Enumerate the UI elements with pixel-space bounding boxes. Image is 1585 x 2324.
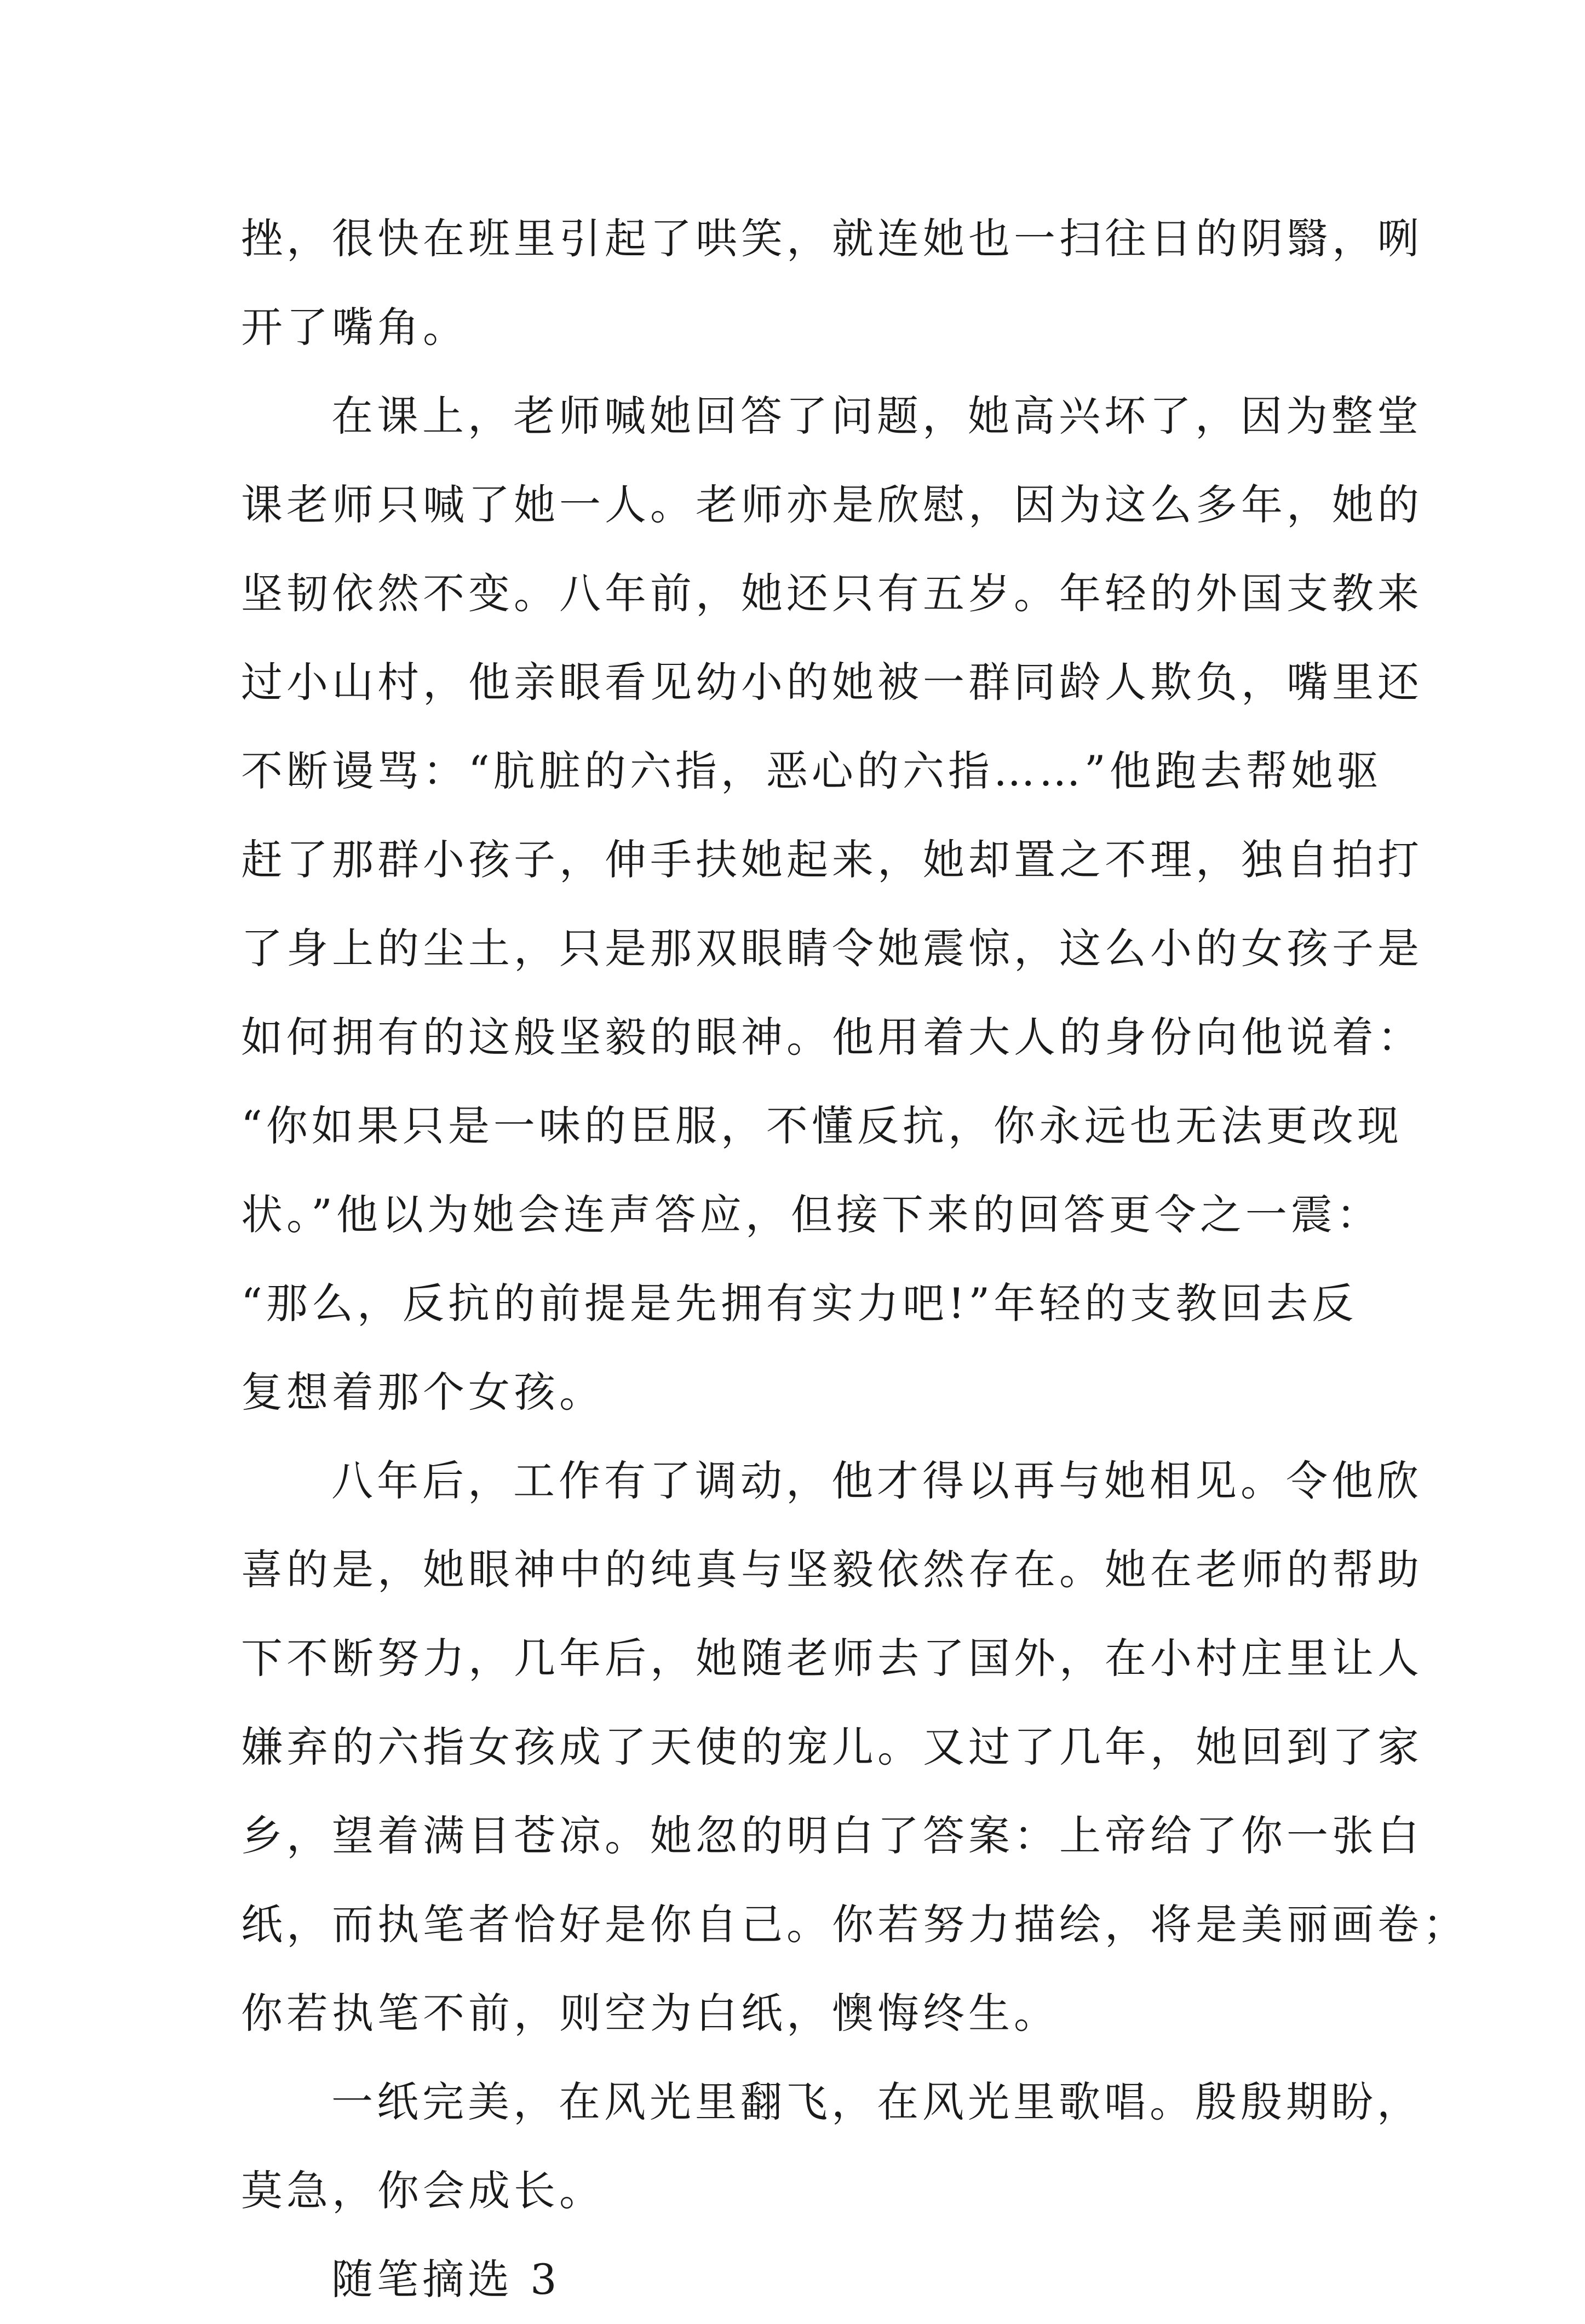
text-line: 纸，而执笔者恰好是你自己。你若努力描绘，将是美丽画卷；: [241, 1900, 1468, 1949]
paragraph-3: [241, 1437, 1468, 2058]
paragraph-1: [241, 194, 1423, 372]
text-line: “那么，反抗的前提是先拥有实力吧!”年轻的支教回去反: [241, 1279, 1358, 1328]
paragraph-4: [241, 2058, 1422, 2235]
text-line: 喜的是，她眼神中的纯真与坚毅依然存在。她在老师的帮助: [241, 1545, 1423, 1594]
text-line: 复想着那个女孩。: [241, 1368, 605, 1416]
text-line: 了身上的尘土，只是那双眼睛令她震惊，这么小的女孩子是: [241, 924, 1423, 973]
text-line: 开了嘴角。: [241, 303, 468, 352]
text-line: 过小山村，他亲眼看见幼小的她被一群同龄人欺负，嘴里还: [241, 658, 1423, 707]
text-line: 赶了那群小孩子，伸手扶她起来，她却置之不理，独自拍打: [241, 835, 1423, 884]
text-line: 八年后，工作有了调动，他才得以再与她相见。令他欣: [331, 1456, 1422, 1505]
text-line: 莫急，你会成长。: [241, 2166, 605, 2215]
text-line: 你若执笔不前，则空为白纸，懊悔终生。: [241, 1989, 1059, 2038]
text-line: 下不断努力，几年后，她随老师去了国外，在小村庄里让人: [241, 1634, 1423, 1683]
text-line: 坚韧依然不变。八年前，她还只有五岁。年轻的外国支教来: [241, 569, 1423, 618]
text-line: 在课上，老师喊她回答了问题，她高兴坏了，因为整堂: [331, 392, 1422, 440]
text-line: 一纸完美，在风光里翻飞，在风光里歌唱。殷殷期盼，: [331, 2078, 1422, 2126]
text-line: 乡，望着满目苍凉。她忽的明白了答案：上帝给了你一张白: [241, 1811, 1423, 1860]
section-heading: [241, 2235, 1358, 2324]
paragraph-2: [241, 372, 1423, 1437]
text-line: “你如果只是一味的臣服，不懂反抗，你永远也无法更改现: [241, 1101, 1403, 1150]
text-line: 如何拥有的这般坚毅的眼神。他用着大人的身份向他说着：: [241, 1013, 1423, 1061]
text-line: 课老师只喊了她一人。老师亦是欣慰，因为这么多年，她的: [241, 480, 1423, 529]
text-line: 挫，很快在班里引起了哄笑，就连她也一扫往日的阴翳，咧: [241, 214, 1423, 263]
section-title: 随笔摘选 3: [331, 2255, 561, 2304]
text-line: 状。”他以为她会连声答应，但接下来的回答更令之一震：: [241, 1190, 1382, 1239]
document-page: [241, 194, 1468, 2324]
text-line: 嫌弃的六指女孩成了天使的宠儿。又过了几年，她回到了家: [241, 1723, 1423, 1771]
text-line: 不断谩骂：“肮脏的六指，恶心的六指……”他跑去帮她驱: [241, 747, 1382, 795]
